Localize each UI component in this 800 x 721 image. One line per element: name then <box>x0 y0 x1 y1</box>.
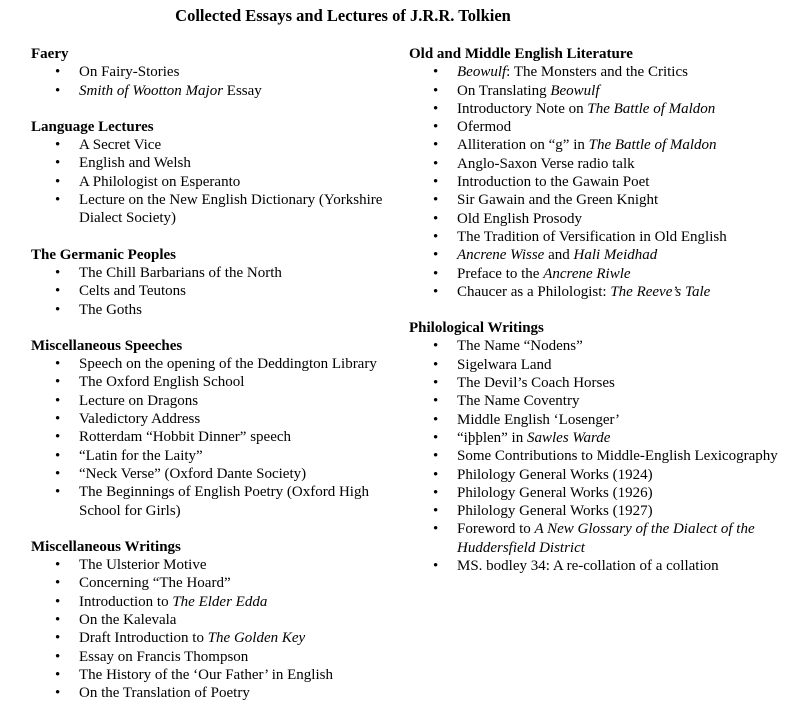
list-item <box>409 337 794 355</box>
section-heading: Miscellaneous Writings <box>31 538 181 555</box>
list-item <box>31 447 406 465</box>
item-text: A Philologist on Esperanto <box>79 173 241 190</box>
list-item <box>31 63 406 81</box>
item-text: “Latin for the Laity” <box>79 447 203 464</box>
item-text: Introduction to the Gawain Poet <box>457 174 650 191</box>
item-text: Lecture on Dragons <box>79 392 199 409</box>
list-item <box>31 648 406 666</box>
list-item <box>31 428 406 446</box>
item-text: Philology General Works (1926) <box>457 484 653 501</box>
item-text: Draft Introduction to <box>79 630 208 647</box>
list-item <box>409 100 794 118</box>
list-item <box>409 191 794 209</box>
list-item <box>31 556 406 574</box>
item-text: The Name Coventry <box>457 393 580 410</box>
list-item <box>409 210 794 228</box>
list-item <box>409 484 794 502</box>
essay-list <box>409 337 794 575</box>
item-text: “iþþlen” in <box>457 429 527 446</box>
list-item <box>409 283 794 301</box>
item-text: Essay on Francis Thompson <box>79 648 249 665</box>
list-item <box>31 355 406 373</box>
italic-title: Beowulf <box>457 64 507 81</box>
item-text: and <box>544 247 574 264</box>
item-text: English and Welsh <box>79 155 191 172</box>
list-item <box>409 466 794 484</box>
item-text: Old English Prosody <box>457 210 583 227</box>
list-item <box>409 265 794 283</box>
item-text: The Name “Nodens” <box>457 338 583 355</box>
list-item <box>31 301 406 319</box>
list-item <box>31 154 406 172</box>
section-heading: Old and Middle English Literature <box>409 46 633 62</box>
item-text: Essay <box>223 82 262 99</box>
essay-list <box>31 355 406 520</box>
list-item <box>31 593 406 611</box>
item-text: Sir Gawain and the Green Knight <box>457 192 659 209</box>
section-the-germanic-peoples <box>31 246 406 319</box>
item-text: Valedictory Address <box>79 411 201 428</box>
item-text: Rotterdam “Hobbit Dinner” speech <box>79 429 292 446</box>
item-text: The Devil’s Coach Horses <box>457 375 615 392</box>
item-text: Celts and Teutons <box>79 283 186 300</box>
list-item <box>31 611 406 629</box>
italic-title: Smith of Wootton Major <box>79 82 224 99</box>
section-faery <box>31 45 406 100</box>
section-heading: Language Lectures <box>31 118 154 135</box>
italic-title: Ancrene Riwle <box>543 265 631 282</box>
item-text: Middle English ‘Losenger’ <box>457 411 621 428</box>
essay-list <box>31 264 406 319</box>
item-text: Philology General Works (1927) <box>457 503 653 520</box>
item-text: Preface to the <box>457 265 544 282</box>
section-language-lectures <box>31 118 406 228</box>
section-miscellaneous-writings <box>31 538 406 703</box>
left-column <box>31 45 406 721</box>
italic-title: Beowulf <box>550 82 600 99</box>
list-item <box>409 429 794 447</box>
item-text: Lecture on the New English Dictionary (Yorkshire Dialect Society) <box>79 192 383 227</box>
item-text: Chaucer as a Philologist: <box>457 283 611 300</box>
section-miscellaneous-speeches <box>31 337 406 520</box>
list-item <box>409 246 794 264</box>
list-item <box>31 410 406 428</box>
item-text: “Neck Verse” (Oxford Dante Society) <box>79 465 307 482</box>
item-text: Philology General Works (1924) <box>457 466 653 483</box>
italic-title: The Elder Edda <box>172 593 268 610</box>
essay-list <box>31 63 406 100</box>
list-item <box>409 118 794 136</box>
item-text: The Oxford English School <box>79 374 245 391</box>
item-text: On Fairy-Stories <box>79 64 180 81</box>
list-item <box>31 666 406 684</box>
list-item <box>409 82 794 100</box>
list-item <box>409 557 794 575</box>
section-philological-writings <box>409 319 794 575</box>
list-item <box>31 173 406 191</box>
list-item <box>31 373 406 391</box>
item-text: The History of the ‘Our Father’ in English <box>79 666 333 683</box>
item-text: Introductory Note on <box>457 100 588 117</box>
list-item <box>409 447 794 465</box>
item-text: The Ulsterior Motive <box>79 557 207 574</box>
item-text: On Translating <box>457 82 551 99</box>
list-item <box>31 264 406 282</box>
list-item <box>409 63 794 81</box>
right-column <box>409 45 794 593</box>
item-text: : The Monsters and the Critics <box>506 64 688 81</box>
italic-title: The Battle of Maldon <box>588 137 717 154</box>
italic-title: Hali Meidhad <box>573 247 658 264</box>
list-item <box>409 520 794 557</box>
italic-title: The Golden Key <box>207 630 306 647</box>
item-text: The Beginnings of English Poetry (Oxford High School for Girls) <box>79 484 369 519</box>
item-text: Introduction to <box>79 593 173 610</box>
essay-list <box>31 556 406 702</box>
list-item <box>31 483 406 520</box>
item-text: On the Kalevala <box>79 612 177 629</box>
list-item <box>31 82 406 100</box>
italic-title: Sawles Warde <box>526 429 611 446</box>
italic-title: Ancrene Wisse <box>457 247 545 264</box>
item-text: Some Contributions to Middle-English Lexicography <box>457 448 778 465</box>
italic-title: A New Glossary of the Dialect of the Huddersfield District <box>457 521 755 556</box>
list-item <box>31 684 406 702</box>
list-item <box>31 392 406 410</box>
list-item <box>409 173 794 191</box>
item-text: Alliteration on “g” in <box>457 137 589 154</box>
list-item <box>31 465 406 483</box>
section-heading: Philological Writings <box>409 320 544 337</box>
list-item <box>31 282 406 300</box>
essay-list <box>31 136 406 227</box>
list-item <box>409 374 794 392</box>
page-title: Collected Essays and Lectures of J.R.R. Tolkien <box>175 6 511 25</box>
item-text: On the Translation of Poetry <box>79 685 250 702</box>
item-text: MS. bodley 34: A re-collation of a collation <box>457 558 719 575</box>
list-item <box>409 392 794 410</box>
italic-title: The Reeve’s Tale <box>610 283 711 300</box>
item-text: Concerning “The Hoard” <box>79 575 231 592</box>
item-text: The Chill Barbarians of the North <box>79 264 282 281</box>
list-item <box>409 411 794 429</box>
list-item <box>409 155 794 173</box>
item-text: Sigelwara Land <box>457 356 552 373</box>
item-text: Ofermod <box>457 119 512 136</box>
item-text: The Goths <box>79 301 142 318</box>
item-text: Speech on the opening of the Deddington Library <box>79 356 377 373</box>
essay-list <box>409 63 794 301</box>
list-item <box>409 136 794 154</box>
list-item <box>409 502 794 520</box>
italic-title: The Battle of Maldon <box>587 100 716 117</box>
list-item <box>31 191 406 228</box>
list-item <box>31 629 406 647</box>
list-item <box>409 356 794 374</box>
list-item <box>31 136 406 154</box>
item-text: Foreword to <box>457 521 535 538</box>
item-text: The Tradition of Versification in Old English <box>457 228 727 245</box>
item-text: A Secret Vice <box>79 137 162 154</box>
section-heading: The Germanic Peoples <box>31 246 176 263</box>
section-heading: Miscellaneous Speeches <box>31 337 183 354</box>
item-text: Anglo-Saxon Verse radio talk <box>457 155 635 172</box>
section-old-and-middle-english-literature <box>409 45 794 301</box>
section-heading: Faery <box>31 46 69 62</box>
list-item <box>31 574 406 592</box>
list-item <box>409 228 794 246</box>
